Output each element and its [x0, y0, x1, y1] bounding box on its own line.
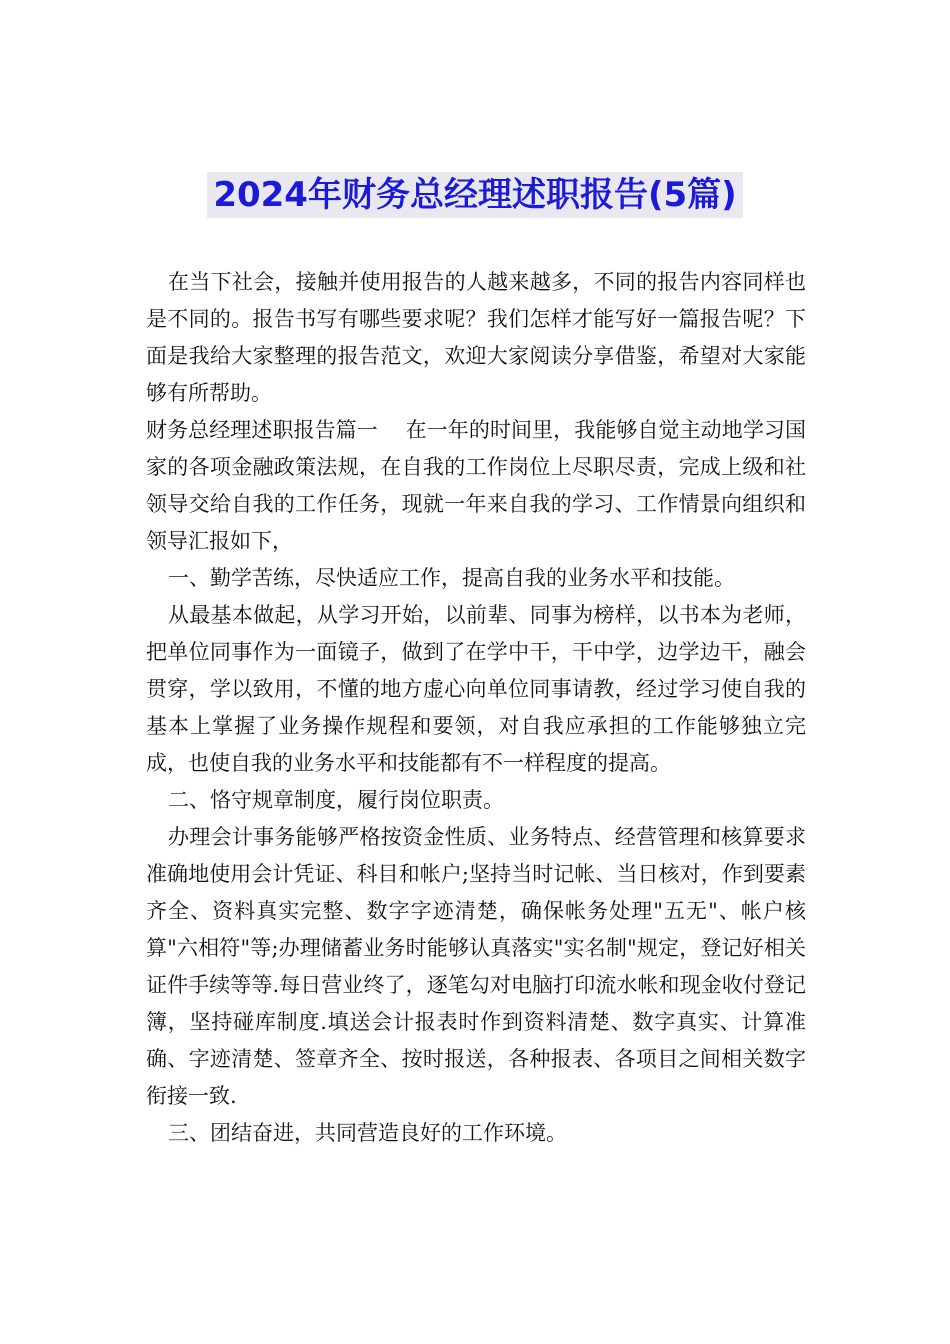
title-container [0, 172, 950, 218]
body-paragraph: 办理会计事务能够严格按资金性质、业务特点、经营管理和核算要求准确地使用会计凭证、科目和帐户;坚持当时记帐、当日核对，作到要素齐全、资料真实完整、数字字迹清楚，确保帐务处理"五无"、帐户核算"六相符"等;办理储蓄业务时能够认真落实"实名制"规定，登记好相关证件手续等等.每日营业终了，逐笔勾对电脑打印流水帐和现金收付登记簿，坚持碰库制度.填送会计报表时作到资料清楚、数字真实、计算准确、字迹清楚、签章齐全、按时报送，各种报表、各项目之间相关数字衔接一致. [146, 825, 806, 1108]
heading-two: 二、恪守规章制度，履行岗位职责。 [168, 788, 504, 812]
heading-three: 三、团结奋进，共同营造良好的工作环境。 [168, 1121, 567, 1145]
intro-paragraph: 在当下社会，接触并使用报告的人越来越多，不同的报告内容同样也是不同的。报告书写有哪些要求呢？我们怎样才能写好一篇报告呢？下面是我给大家整理的报告范文，欢迎大家阅读分享借鉴，希望对大家能够有所帮助。 [146, 270, 806, 405]
body-paragraph: 从最基本做起，从学习开始，以前辈、同事为榜样，以书本为老师，把单位同事作为一面镜子，做到了在学中干，干中学，边学边干，融会贯穿，学以致用，不懂的地方虚心向单位同事请教，经过学习使自我的基本上掌握了业务操作规程和要领，对自我应承担的工作能够独立完成，也使自我的业务水平和技能都有不一样程度的提高。 [146, 603, 806, 775]
heading-one: 一、勤学苦练，尽快适应工作，提高自我的业务水平和技能。 [168, 566, 735, 590]
document-title: 2024年财务总经理述职报告(5篇) [207, 172, 742, 218]
document-body [146, 264, 806, 1152]
section-one-opening-paragraph: 财务总经理述职报告篇一 在一年的时间里，我能够自觉主动地学习国家的各项金融政策法规，在自我的工作岗位上尽职尽责，完成上级和社领导交给自我的工作任务，现就一年来自我的学习、工作情景向组织和领导汇报如下， [146, 418, 806, 553]
